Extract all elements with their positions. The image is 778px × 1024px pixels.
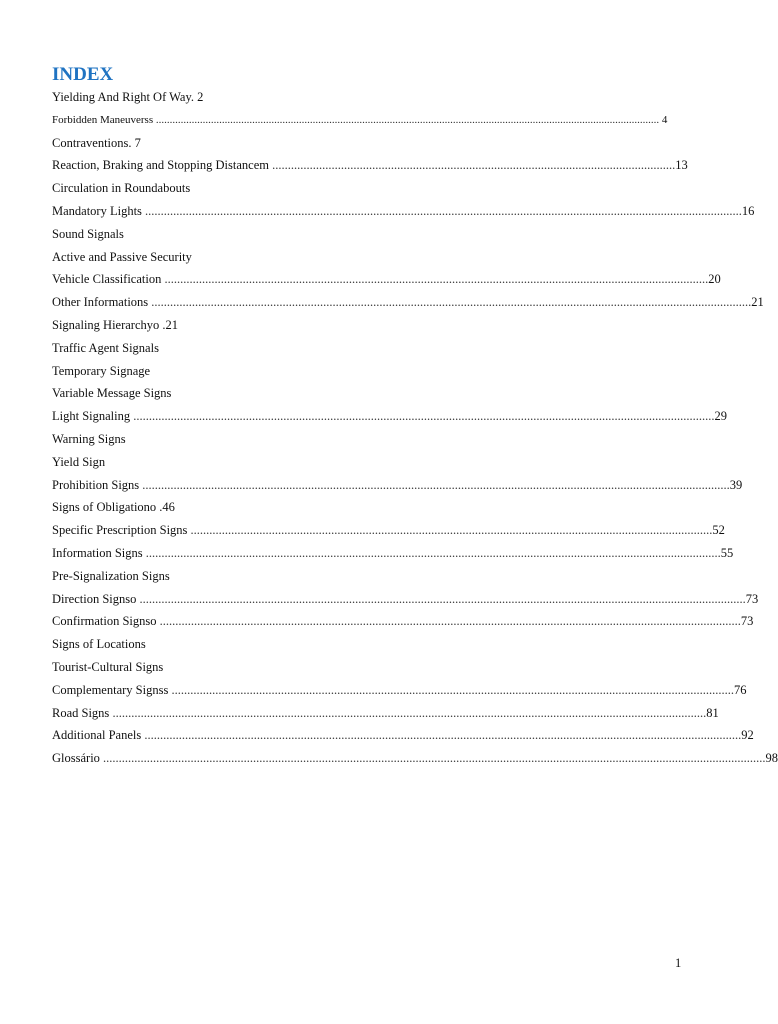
toc-entry[interactable]: [52, 428, 768, 451]
toc-entry-title: Prohibition Signs: [52, 477, 140, 492]
toc-entry[interactable]: [52, 724, 768, 747]
toc-entry[interactable]: [52, 656, 768, 679]
toc-entry[interactable]: [52, 246, 768, 269]
toc-dot-leader: ....................................................................................................................................................................................: [168, 682, 734, 697]
toc-entry-title: Forbidden Maneuverss: [52, 113, 154, 126]
toc-dot-leader: .......................................................................................................................................................................: [187, 523, 713, 538]
toc-entry-page: 39: [729, 477, 743, 492]
toc-dot-leader: ...............................................................................................................................................................................................: [141, 203, 742, 218]
toc-entry-title: Signs of Obligationo .46: [52, 500, 175, 515]
toc-entry-title: Variable Message Signs: [52, 386, 172, 401]
toc-entry-page: 20: [708, 272, 721, 287]
toc-entry[interactable]: [52, 519, 768, 542]
toc-entry[interactable]: [52, 496, 768, 519]
toc-entry[interactable]: [52, 86, 768, 109]
toc-dot-leader: ..............................................................................................................................................................................: [161, 272, 709, 287]
toc-entry-page: 16: [741, 203, 755, 218]
toc-entry-page: 76: [733, 682, 747, 697]
toc-entry-title: Additional Panels: [52, 728, 142, 743]
toc-entry-page: 21: [751, 295, 764, 310]
toc-entry-page: 55: [720, 545, 734, 560]
toc-entry-title: Temporary Signage: [52, 363, 151, 378]
toc-dot-leader: .......................................................................................................................................................................................: [153, 113, 660, 126]
toc-entry[interactable]: [52, 610, 768, 633]
toc-dot-leader: ........................................................................................................................................................................................: [142, 545, 721, 560]
toc-dot-leader: ...............................................................................................................................................................................................: [141, 728, 742, 743]
toc-dot-leader: ..................................................................................................................................................................................................: [136, 591, 746, 606]
toc-entry-title: Other Informations: [52, 295, 149, 310]
toc-dot-leader: ..............................................................................................................................................................................................: [109, 705, 707, 720]
toc-entry-title: Glossário: [52, 751, 100, 766]
toc-dot-leader: .................................................................................................................................: [268, 158, 676, 173]
toc-entry[interactable]: [52, 474, 768, 497]
toc-entry-title: Sound Signals: [52, 226, 124, 241]
toc-dot-leader: ............................................................................................................................................................................................: [139, 477, 730, 492]
toc-entry-title: Complementary Signss: [52, 682, 169, 697]
toc-entry[interactable]: [52, 154, 768, 177]
toc-entry-title: Information Signs: [52, 545, 143, 560]
toc-entry-title: Warning Signs: [52, 431, 126, 446]
toc-entry-title: Traffic Agent Signals: [52, 340, 159, 355]
index-title: INDEX: [52, 64, 114, 85]
toc-entry-title: Yielding And Right Of Way. 2: [52, 90, 204, 104]
toc-entry-title: Confirmation Signso: [52, 614, 157, 629]
toc-entry-title: Specific Prescription Signs: [52, 523, 188, 538]
toc-entry[interactable]: [52, 542, 768, 565]
toc-entry-page: 98: [765, 751, 778, 766]
toc-entry-title: Circulation in Roundabouts: [52, 181, 191, 196]
toc-entry-title: Light Signaling: [52, 409, 131, 424]
toc-entry[interactable]: [52, 747, 778, 770]
toc-entry-page: 73: [745, 591, 759, 606]
toc-entry-title: Direction Signso: [52, 591, 137, 606]
toc-entry-page: 4: [659, 113, 668, 126]
toc-dot-leader: ....................................................................................................................................................................................................................: [99, 751, 766, 766]
toc-entry[interactable]: [52, 679, 768, 702]
toc-entry[interactable]: [52, 702, 768, 725]
toc-entry-title: Contraventions. 7: [52, 135, 141, 150]
toc-entry-title: Signs of Locations: [52, 637, 146, 652]
toc-entry[interactable]: [52, 633, 768, 656]
toc-entry[interactable]: [52, 588, 768, 611]
toc-entry-page: 73: [740, 614, 754, 629]
toc-entry-title: Pre-Signalization Signs: [52, 568, 170, 583]
page-number: 1: [675, 956, 682, 970]
toc-entry-title: Mandatory Lights: [52, 203, 142, 218]
toc-entry-title: Road Signs: [52, 705, 110, 720]
toc-dot-leader: ..........................................................................................................................................................................................: [156, 614, 741, 629]
toc-entry-page: 13: [675, 158, 688, 173]
toc-entry[interactable]: [52, 382, 768, 405]
toc-entry[interactable]: [52, 132, 768, 155]
toc-entry[interactable]: [52, 360, 768, 383]
toc-entry-page: 92: [741, 728, 754, 743]
toc-entry[interactable]: [52, 405, 768, 428]
toc-entry[interactable]: [52, 177, 768, 200]
toc-entry-title: Reaction, Braking and Stopping Distancem: [52, 158, 269, 173]
table-of-contents: [52, 86, 778, 770]
toc-entry-title: Tourist-Cultural Signs: [52, 659, 164, 674]
toc-dot-leader: ..........................................................................................................................................................................................: [130, 409, 715, 424]
toc-entry-page: 81: [706, 705, 719, 720]
toc-entry-title: Active and Passive Security: [52, 249, 192, 264]
toc-entry[interactable]: [52, 291, 768, 314]
toc-entry[interactable]: [52, 451, 768, 474]
toc-entry[interactable]: [52, 268, 768, 291]
toc-entry[interactable]: [52, 314, 768, 337]
toc-dot-leader: ................................................................................................................................................................................................: [148, 295, 752, 310]
toc-entry-page: 29: [714, 409, 727, 424]
toc-entry[interactable]: [52, 109, 768, 132]
toc-entry-title: Signaling Hierarchyo .21: [52, 317, 179, 332]
toc-entry[interactable]: [52, 200, 768, 223]
toc-entry[interactable]: [52, 223, 768, 246]
toc-entry-title: Yield Sign: [52, 454, 106, 469]
toc-entry[interactable]: [52, 565, 768, 588]
toc-entry-page: 52: [712, 523, 725, 538]
toc-entry-title: Vehicle Classification: [52, 272, 162, 287]
toc-entry[interactable]: [52, 337, 768, 360]
